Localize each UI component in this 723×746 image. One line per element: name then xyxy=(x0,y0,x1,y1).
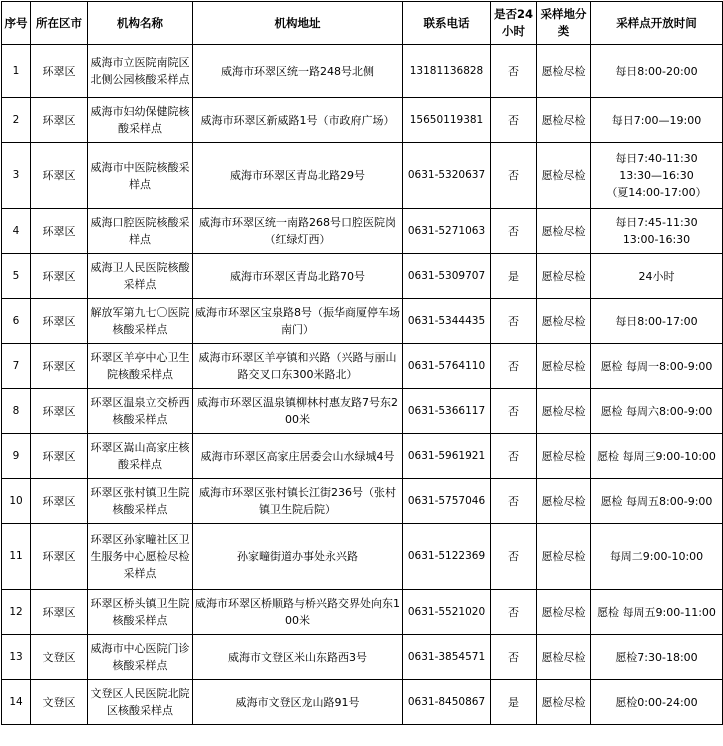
cell-name: 威海卫人民医院核酸采样点 xyxy=(88,254,193,299)
cell-address: 威海市文登区米山东路西3号 xyxy=(193,635,403,680)
cell-name: 威海市立医院南院区北侧公园核酸采样点 xyxy=(88,45,193,98)
cell-category: 愿检尽检 xyxy=(537,45,591,98)
cell-name: 环翠区桥头镇卫生院核酸采样点 xyxy=(88,590,193,635)
cell-idx: 8 xyxy=(2,389,31,434)
cell-category: 愿检尽检 xyxy=(537,524,591,590)
cell-phone: 0631-5366117 xyxy=(403,389,491,434)
cell-address: 威海市环翠区张村镇长江街236号（张村镇卫生院后院） xyxy=(193,479,403,524)
header-name: 机构名称 xyxy=(88,2,193,45)
cell-category: 愿检尽检 xyxy=(537,479,591,524)
header-address: 机构地址 xyxy=(193,2,403,45)
cell-hours: 愿检 每周六8:00-9:00 xyxy=(591,389,723,434)
header-idx: 序号 xyxy=(2,2,31,45)
cell-category: 愿检尽检 xyxy=(537,635,591,680)
cell-hours: 24小时 xyxy=(591,254,723,299)
header-hours: 采样点开放时间 xyxy=(591,2,723,45)
cell-category: 愿检尽检 xyxy=(537,299,591,344)
cell-hours: 愿检 每周五8:00-9:00 xyxy=(591,479,723,524)
cell-idx: 6 xyxy=(2,299,31,344)
cell-phone: 0631-3854571 xyxy=(403,635,491,680)
cell-is24h: 否 xyxy=(491,209,537,254)
header-category: 采样地分类 xyxy=(537,2,591,45)
cell-idx: 12 xyxy=(2,590,31,635)
cell-idx: 2 xyxy=(2,98,31,143)
cell-is24h: 否 xyxy=(491,635,537,680)
cell-is24h: 否 xyxy=(491,143,537,209)
cell-district: 环翠区 xyxy=(31,209,88,254)
cell-hours: 愿检 每周三9:00-10:00 xyxy=(591,434,723,479)
cell-address: 孙家疃街道办事处永兴路 xyxy=(193,524,403,590)
header-district: 所在区市 xyxy=(31,2,88,45)
cell-idx: 7 xyxy=(2,344,31,389)
table-row xyxy=(2,590,723,635)
cell-hours: 愿检 每周五9:00-11:00 xyxy=(591,590,723,635)
cell-district: 环翠区 xyxy=(31,434,88,479)
cell-name: 环翠区张村镇卫生院核酸采样点 xyxy=(88,479,193,524)
cell-phone: 0631-5122369 xyxy=(403,524,491,590)
cell-address: 威海市环翠区温泉镇柳林村惠友路7号东200米 xyxy=(193,389,403,434)
cell-name: 环翠区孙家疃社区卫生服务中心愿检尽检采样点 xyxy=(88,524,193,590)
cell-district: 环翠区 xyxy=(31,143,88,209)
cell-address: 威海市环翠区统一路248号北侧 xyxy=(193,45,403,98)
table-row xyxy=(2,98,723,143)
cell-address: 威海市文登区龙山路91号 xyxy=(193,680,403,725)
cell-district: 环翠区 xyxy=(31,590,88,635)
cell-name: 威海口腔医院核酸采样点 xyxy=(88,209,193,254)
cell-hours: 愿检0:00-24:00 xyxy=(591,680,723,725)
cell-phone: 0631-5309707 xyxy=(403,254,491,299)
cell-address: 威海市环翠区桥顺路与桥兴路交界处向东100米 xyxy=(193,590,403,635)
sampling-sites-table xyxy=(1,1,723,725)
cell-address: 威海市环翠区羊亭镇和兴路（兴路与丽山路交叉口东300米路北） xyxy=(193,344,403,389)
cell-idx: 5 xyxy=(2,254,31,299)
table-row xyxy=(2,680,723,725)
cell-hours: 每周二9:00-10:00 xyxy=(591,524,723,590)
cell-phone: 0631-5764110 xyxy=(403,344,491,389)
cell-district: 文登区 xyxy=(31,635,88,680)
cell-idx: 4 xyxy=(2,209,31,254)
cell-hours: 每日7:40-11:30 13:30—16:30 （夏14:00-17:00） xyxy=(591,143,723,209)
cell-district: 环翠区 xyxy=(31,299,88,344)
cell-district: 环翠区 xyxy=(31,344,88,389)
cell-category: 愿检尽检 xyxy=(537,143,591,209)
table-header-row xyxy=(2,2,723,45)
cell-name: 环翠区羊亭中心卫生院核酸采样点 xyxy=(88,344,193,389)
cell-district: 文登区 xyxy=(31,680,88,725)
cell-district: 环翠区 xyxy=(31,98,88,143)
cell-hours: 愿检7:30-18:00 xyxy=(591,635,723,680)
cell-is24h: 否 xyxy=(491,344,537,389)
cell-hours: 每日8:00-17:00 xyxy=(591,299,723,344)
cell-phone: 0631-5344435 xyxy=(403,299,491,344)
table-row xyxy=(2,434,723,479)
cell-is24h: 否 xyxy=(491,524,537,590)
cell-category: 愿检尽检 xyxy=(537,254,591,299)
header-is24h: 是否24小时 xyxy=(491,2,537,45)
cell-is24h: 否 xyxy=(491,434,537,479)
cell-address: 威海市环翠区宝泉路8号（振华商厦停车场南门） xyxy=(193,299,403,344)
cell-idx: 11 xyxy=(2,524,31,590)
table-row xyxy=(2,209,723,254)
cell-name: 环翠区温泉立交桥西核酸采样点 xyxy=(88,389,193,434)
cell-address: 威海市环翠区青岛北路29号 xyxy=(193,143,403,209)
cell-district: 环翠区 xyxy=(31,389,88,434)
cell-idx: 9 xyxy=(2,434,31,479)
cell-category: 愿检尽检 xyxy=(537,98,591,143)
cell-name: 威海市中心医院门诊核酸采样点 xyxy=(88,635,193,680)
cell-district: 环翠区 xyxy=(31,45,88,98)
table-row xyxy=(2,143,723,209)
cell-is24h: 否 xyxy=(491,479,537,524)
cell-address: 威海市环翠区统一南路268号口腔医院岗（红绿灯西） xyxy=(193,209,403,254)
cell-idx: 13 xyxy=(2,635,31,680)
cell-name: 文登区人民医院北院区核酸采样点 xyxy=(88,680,193,725)
cell-phone: 0631-5757046 xyxy=(403,479,491,524)
table-row xyxy=(2,635,723,680)
cell-idx: 1 xyxy=(2,45,31,98)
table-row xyxy=(2,344,723,389)
cell-category: 愿检尽检 xyxy=(537,590,591,635)
cell-name: 解放军第九七〇医院核酸采样点 xyxy=(88,299,193,344)
cell-district: 环翠区 xyxy=(31,254,88,299)
cell-is24h: 否 xyxy=(491,389,537,434)
cell-is24h: 否 xyxy=(491,45,537,98)
cell-category: 愿检尽检 xyxy=(537,680,591,725)
cell-hours: 每日8:00-20:00 xyxy=(591,45,723,98)
cell-hours: 愿检 每周一8:00-9:00 xyxy=(591,344,723,389)
cell-is24h: 否 xyxy=(491,299,537,344)
cell-idx: 14 xyxy=(2,680,31,725)
cell-phone: 0631-5521020 xyxy=(403,590,491,635)
cell-phone: 13181136828 xyxy=(403,45,491,98)
cell-phone: 0631-5961921 xyxy=(403,434,491,479)
cell-phone: 15650119381 xyxy=(403,98,491,143)
cell-address: 威海市环翠区新威路1号（市政府广场） xyxy=(193,98,403,143)
table-row xyxy=(2,299,723,344)
cell-phone: 0631-5271063 xyxy=(403,209,491,254)
cell-is24h: 否 xyxy=(491,590,537,635)
cell-category: 愿检尽检 xyxy=(537,209,591,254)
cell-is24h: 是 xyxy=(491,254,537,299)
cell-hours: 每日7:45-11:30 13:00-16:30 xyxy=(591,209,723,254)
cell-district: 环翠区 xyxy=(31,524,88,590)
cell-address: 威海市环翠区高家庄居委会山水绿城4号 xyxy=(193,434,403,479)
cell-name: 环翠区嵩山高家庄核酸采样点 xyxy=(88,434,193,479)
cell-phone: 0631-5320637 xyxy=(403,143,491,209)
cell-category: 愿检尽检 xyxy=(537,344,591,389)
header-phone: 联系电话 xyxy=(403,2,491,45)
cell-category: 愿检尽检 xyxy=(537,434,591,479)
cell-is24h: 是 xyxy=(491,680,537,725)
cell-address: 威海市环翠区青岛北路70号 xyxy=(193,254,403,299)
cell-category: 愿检尽检 xyxy=(537,389,591,434)
cell-district: 环翠区 xyxy=(31,479,88,524)
cell-name: 威海市中医院核酸采样点 xyxy=(88,143,193,209)
table-row xyxy=(2,254,723,299)
cell-name: 威海市妇幼保健院核酸采样点 xyxy=(88,98,193,143)
cell-idx: 10 xyxy=(2,479,31,524)
table-row xyxy=(2,45,723,98)
table-row xyxy=(2,479,723,524)
table-row xyxy=(2,389,723,434)
cell-is24h: 否 xyxy=(491,98,537,143)
cell-idx: 3 xyxy=(2,143,31,209)
cell-phone: 0631-8450867 xyxy=(403,680,491,725)
cell-hours: 每日7:00—19:00 xyxy=(591,98,723,143)
table-row xyxy=(2,524,723,590)
